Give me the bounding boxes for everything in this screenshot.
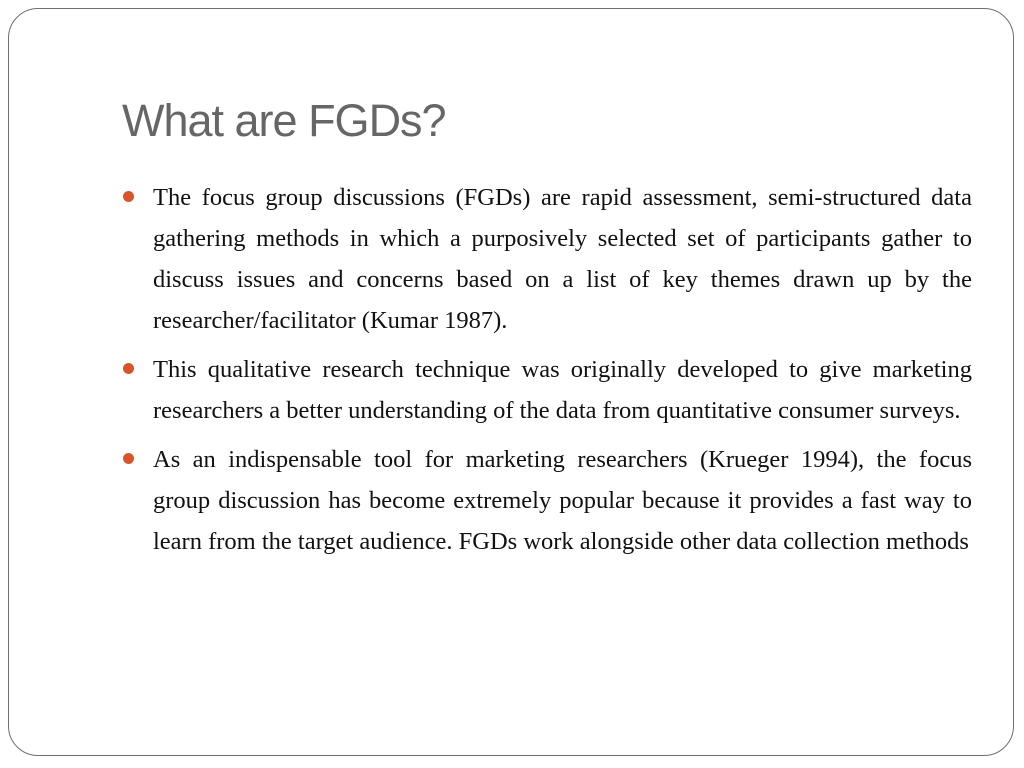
bullet-text: As an indispensable tool for marketing researchers (Krueger 1994), the focus group discussion has become extremely popular because it provides a fast way to learn from the target audience. FGDs work alongside other data collection methods <box>153 446 972 555</box>
bullet-dot-icon <box>123 453 134 464</box>
bullet-item <box>122 439 972 562</box>
bullet-item <box>122 349 972 431</box>
bullet-dot-icon <box>123 191 134 202</box>
slide-title: What are FGDs? <box>122 95 446 146</box>
slide-frame <box>8 8 1014 756</box>
bullet-text: This qualitative research technique was originally developed to give marketing researchers a better understanding of the data from quantitative consumer surveys. <box>153 356 972 424</box>
bullet-dot-icon <box>123 363 134 374</box>
bullet-list <box>122 177 972 570</box>
bullet-text: The focus group discussions (FGDs) are rapid assessment, semi-structured data gathering methods in which a purposively selected set of participants gather to discuss issues and concerns based on a list of key themes drawn up by the researcher/facilitator (Kumar 1987). <box>153 184 972 334</box>
bullet-item <box>122 177 972 341</box>
